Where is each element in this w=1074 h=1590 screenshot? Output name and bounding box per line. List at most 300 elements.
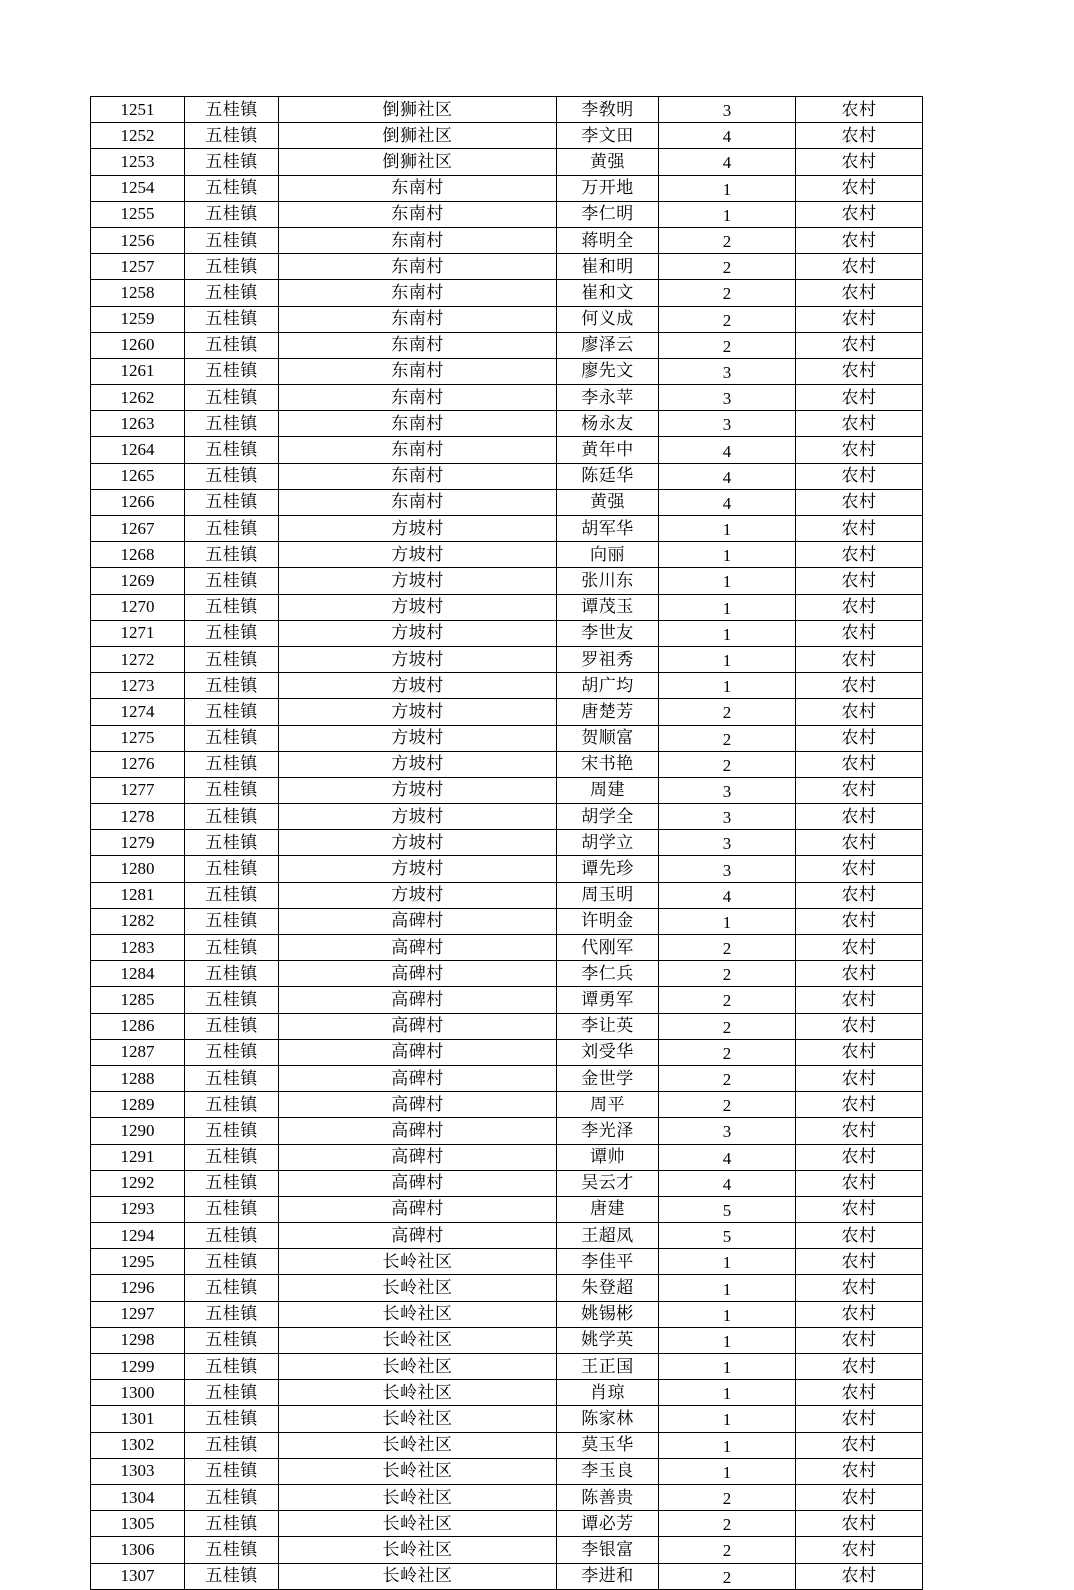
count-cell: 1 xyxy=(659,673,796,699)
type-cell: 农村 xyxy=(796,1249,923,1275)
village-cell: 方坡村 xyxy=(279,646,557,672)
table-row xyxy=(91,568,923,594)
table-row xyxy=(91,594,923,620)
table-row xyxy=(91,1537,923,1563)
table-row xyxy=(91,1432,923,1458)
type-cell: 农村 xyxy=(796,411,923,437)
count-cell: 2 xyxy=(659,987,796,1013)
town-cell: 五桂镇 xyxy=(185,463,279,489)
name-cell: 谭必芳 xyxy=(557,1511,659,1537)
town-cell: 五桂镇 xyxy=(185,1380,279,1406)
count-cell: 2 xyxy=(659,699,796,725)
name-cell: 王正国 xyxy=(557,1354,659,1380)
count-cell: 1 xyxy=(659,1432,796,1458)
count-cell: 2 xyxy=(659,935,796,961)
table-row xyxy=(91,385,923,411)
count-cell: 3 xyxy=(659,777,796,803)
town-cell: 五桂镇 xyxy=(185,1196,279,1222)
village-cell: 长岭社区 xyxy=(279,1537,557,1563)
row-number-cell: 1267 xyxy=(91,516,185,542)
name-cell: 黄强 xyxy=(557,489,659,515)
town-cell: 五桂镇 xyxy=(185,673,279,699)
row-number-cell: 1252 xyxy=(91,123,185,149)
name-cell: 陈家林 xyxy=(557,1406,659,1432)
type-cell: 农村 xyxy=(796,1511,923,1537)
row-number-cell: 1256 xyxy=(91,227,185,253)
table-row xyxy=(91,1065,923,1091)
count-cell: 1 xyxy=(659,516,796,542)
town-cell: 五桂镇 xyxy=(185,882,279,908)
table-row xyxy=(91,646,923,672)
name-cell: 胡军华 xyxy=(557,516,659,542)
village-cell: 高碑村 xyxy=(279,987,557,1013)
name-cell: 黄强 xyxy=(557,149,659,175)
name-cell: 谭茂玉 xyxy=(557,594,659,620)
count-cell: 1 xyxy=(659,1354,796,1380)
village-cell: 方坡村 xyxy=(279,699,557,725)
type-cell: 农村 xyxy=(796,725,923,751)
village-cell: 倒狮社区 xyxy=(279,149,557,175)
type-cell: 农村 xyxy=(796,1275,923,1301)
table-row xyxy=(91,306,923,332)
table-row xyxy=(91,1327,923,1353)
town-cell: 五桂镇 xyxy=(185,1301,279,1327)
table-row xyxy=(91,332,923,358)
type-cell: 农村 xyxy=(796,1013,923,1039)
village-cell: 长岭社区 xyxy=(279,1354,557,1380)
row-number-cell: 1271 xyxy=(91,620,185,646)
village-cell: 高碑村 xyxy=(279,1118,557,1144)
town-cell: 五桂镇 xyxy=(185,699,279,725)
row-number-cell: 1273 xyxy=(91,673,185,699)
village-cell: 倒狮社区 xyxy=(279,123,557,149)
type-cell: 农村 xyxy=(796,1406,923,1432)
village-cell: 高碑村 xyxy=(279,1039,557,1065)
village-cell: 东南村 xyxy=(279,227,557,253)
count-cell: 2 xyxy=(659,1013,796,1039)
count-cell: 3 xyxy=(659,385,796,411)
row-number-cell: 1270 xyxy=(91,594,185,620)
table-row xyxy=(91,1380,923,1406)
row-number-cell: 1258 xyxy=(91,280,185,306)
row-number-cell: 1269 xyxy=(91,568,185,594)
table-row xyxy=(91,149,923,175)
village-cell: 高碑村 xyxy=(279,1223,557,1249)
table-row xyxy=(91,777,923,803)
row-number-cell: 1257 xyxy=(91,254,185,280)
town-cell: 五桂镇 xyxy=(185,1039,279,1065)
type-cell: 农村 xyxy=(796,1118,923,1144)
type-cell: 农村 xyxy=(796,1170,923,1196)
table-row xyxy=(91,673,923,699)
type-cell: 农村 xyxy=(796,908,923,934)
name-cell: 姚锡彬 xyxy=(557,1301,659,1327)
town-cell: 五桂镇 xyxy=(185,1013,279,1039)
count-cell: 4 xyxy=(659,1144,796,1170)
type-cell: 农村 xyxy=(796,1223,923,1249)
town-cell: 五桂镇 xyxy=(185,830,279,856)
village-cell: 东南村 xyxy=(279,489,557,515)
count-cell: 2 xyxy=(659,1511,796,1537)
type-cell: 农村 xyxy=(796,201,923,227)
name-cell: 唐建 xyxy=(557,1196,659,1222)
town-cell: 五桂镇 xyxy=(185,1354,279,1380)
town-cell: 五桂镇 xyxy=(185,411,279,437)
table-row xyxy=(91,437,923,463)
type-cell: 农村 xyxy=(796,777,923,803)
name-cell: 唐楚芳 xyxy=(557,699,659,725)
table-body xyxy=(91,97,923,1590)
town-cell: 五桂镇 xyxy=(185,1406,279,1432)
table-row xyxy=(91,1170,923,1196)
type-cell: 农村 xyxy=(796,358,923,384)
village-cell: 东南村 xyxy=(279,385,557,411)
row-number-cell: 1290 xyxy=(91,1118,185,1144)
table-row xyxy=(91,201,923,227)
type-cell: 农村 xyxy=(796,1196,923,1222)
table-row xyxy=(91,804,923,830)
row-number-cell: 1272 xyxy=(91,646,185,672)
type-cell: 农村 xyxy=(796,830,923,856)
village-cell: 长岭社区 xyxy=(279,1406,557,1432)
name-cell: 周玉明 xyxy=(557,882,659,908)
table-row xyxy=(91,1511,923,1537)
row-number-cell: 1294 xyxy=(91,1223,185,1249)
row-number-cell: 1289 xyxy=(91,1092,185,1118)
row-number-cell: 1279 xyxy=(91,830,185,856)
count-cell: 1 xyxy=(659,1406,796,1432)
row-number-cell: 1282 xyxy=(91,908,185,934)
name-cell: 万开地 xyxy=(557,175,659,201)
count-cell: 2 xyxy=(659,254,796,280)
count-cell: 2 xyxy=(659,1563,796,1589)
type-cell: 农村 xyxy=(796,1092,923,1118)
name-cell: 莫玉华 xyxy=(557,1432,659,1458)
count-cell: 1 xyxy=(659,908,796,934)
village-cell: 东南村 xyxy=(279,463,557,489)
village-cell: 东南村 xyxy=(279,280,557,306)
type-cell: 农村 xyxy=(796,856,923,882)
row-number-cell: 1280 xyxy=(91,856,185,882)
count-cell: 5 xyxy=(659,1223,796,1249)
village-cell: 方坡村 xyxy=(279,777,557,803)
table-row xyxy=(91,908,923,934)
row-number-cell: 1288 xyxy=(91,1065,185,1091)
village-cell: 方坡村 xyxy=(279,620,557,646)
name-cell: 胡学全 xyxy=(557,804,659,830)
row-number-cell: 1296 xyxy=(91,1275,185,1301)
town-cell: 五桂镇 xyxy=(185,227,279,253)
town-cell: 五桂镇 xyxy=(185,280,279,306)
name-cell: 谭先珍 xyxy=(557,856,659,882)
name-cell: 刘受华 xyxy=(557,1039,659,1065)
town-cell: 五桂镇 xyxy=(185,804,279,830)
row-number-cell: 1276 xyxy=(91,751,185,777)
row-number-cell: 1299 xyxy=(91,1354,185,1380)
town-cell: 五桂镇 xyxy=(185,1092,279,1118)
name-cell: 李仁兵 xyxy=(557,961,659,987)
town-cell: 五桂镇 xyxy=(185,725,279,751)
town-cell: 五桂镇 xyxy=(185,97,279,123)
type-cell: 农村 xyxy=(796,1380,923,1406)
village-cell: 长岭社区 xyxy=(279,1432,557,1458)
row-number-cell: 1254 xyxy=(91,175,185,201)
name-cell: 李玉良 xyxy=(557,1458,659,1484)
village-cell: 高碑村 xyxy=(279,1013,557,1039)
count-cell: 1 xyxy=(659,175,796,201)
table-row xyxy=(91,463,923,489)
village-cell: 方坡村 xyxy=(279,594,557,620)
type-cell: 农村 xyxy=(796,751,923,777)
name-cell: 李敎明 xyxy=(557,97,659,123)
type-cell: 农村 xyxy=(796,123,923,149)
row-number-cell: 1251 xyxy=(91,97,185,123)
type-cell: 农村 xyxy=(796,804,923,830)
village-cell: 方坡村 xyxy=(279,856,557,882)
type-cell: 农村 xyxy=(796,175,923,201)
type-cell: 农村 xyxy=(796,332,923,358)
table-row xyxy=(91,830,923,856)
town-cell: 五桂镇 xyxy=(185,201,279,227)
type-cell: 农村 xyxy=(796,306,923,332)
name-cell: 代刚军 xyxy=(557,935,659,961)
table-row xyxy=(91,358,923,384)
name-cell: 吴云才 xyxy=(557,1170,659,1196)
count-cell: 4 xyxy=(659,489,796,515)
table-row xyxy=(91,935,923,961)
table-row xyxy=(91,1118,923,1144)
row-number-cell: 1306 xyxy=(91,1537,185,1563)
town-cell: 五桂镇 xyxy=(185,856,279,882)
type-cell: 农村 xyxy=(796,1144,923,1170)
village-cell: 方坡村 xyxy=(279,542,557,568)
type-cell: 农村 xyxy=(796,1065,923,1091)
town-cell: 五桂镇 xyxy=(185,358,279,384)
row-number-cell: 1266 xyxy=(91,489,185,515)
name-cell: 杨永友 xyxy=(557,411,659,437)
name-cell: 许明金 xyxy=(557,908,659,934)
table-row xyxy=(91,1275,923,1301)
name-cell: 李世友 xyxy=(557,620,659,646)
village-cell: 高碑村 xyxy=(279,1065,557,1091)
count-cell: 1 xyxy=(659,620,796,646)
count-cell: 3 xyxy=(659,804,796,830)
town-cell: 五桂镇 xyxy=(185,1144,279,1170)
name-cell: 李仁明 xyxy=(557,201,659,227)
count-cell: 4 xyxy=(659,123,796,149)
town-cell: 五桂镇 xyxy=(185,306,279,332)
row-number-cell: 1300 xyxy=(91,1380,185,1406)
town-cell: 五桂镇 xyxy=(185,516,279,542)
town-cell: 五桂镇 xyxy=(185,777,279,803)
type-cell: 农村 xyxy=(796,1301,923,1327)
count-cell: 2 xyxy=(659,280,796,306)
name-cell: 廖先文 xyxy=(557,358,659,384)
town-cell: 五桂镇 xyxy=(185,620,279,646)
type-cell: 农村 xyxy=(796,516,923,542)
village-cell: 方坡村 xyxy=(279,725,557,751)
town-cell: 五桂镇 xyxy=(185,646,279,672)
table-row xyxy=(91,280,923,306)
table-row xyxy=(91,1092,923,1118)
type-cell: 农村 xyxy=(796,935,923,961)
count-cell: 3 xyxy=(659,358,796,384)
type-cell: 农村 xyxy=(796,1327,923,1353)
type-cell: 农村 xyxy=(796,620,923,646)
town-cell: 五桂镇 xyxy=(185,1249,279,1275)
village-cell: 高碑村 xyxy=(279,961,557,987)
table-row xyxy=(91,1563,923,1589)
type-cell: 农村 xyxy=(796,673,923,699)
type-cell: 农村 xyxy=(796,1432,923,1458)
village-cell: 方坡村 xyxy=(279,804,557,830)
count-cell: 2 xyxy=(659,227,796,253)
village-cell: 高碑村 xyxy=(279,935,557,961)
type-cell: 农村 xyxy=(796,463,923,489)
count-cell: 4 xyxy=(659,1170,796,1196)
town-cell: 五桂镇 xyxy=(185,1484,279,1510)
name-cell: 陈善贵 xyxy=(557,1484,659,1510)
town-cell: 五桂镇 xyxy=(185,1223,279,1249)
count-cell: 2 xyxy=(659,1092,796,1118)
name-cell: 李进和 xyxy=(557,1563,659,1589)
type-cell: 农村 xyxy=(796,437,923,463)
name-cell: 金世学 xyxy=(557,1065,659,1091)
town-cell: 五桂镇 xyxy=(185,908,279,934)
name-cell: 何义成 xyxy=(557,306,659,332)
table-row xyxy=(91,1144,923,1170)
type-cell: 农村 xyxy=(796,646,923,672)
table-row xyxy=(91,1301,923,1327)
village-cell: 长岭社区 xyxy=(279,1511,557,1537)
table-row xyxy=(91,1484,923,1510)
name-cell: 罗祖秀 xyxy=(557,646,659,672)
name-cell: 李永苹 xyxy=(557,385,659,411)
table-row xyxy=(91,254,923,280)
name-cell: 王超凤 xyxy=(557,1223,659,1249)
name-cell: 崔和明 xyxy=(557,254,659,280)
row-number-cell: 1278 xyxy=(91,804,185,830)
table-row xyxy=(91,882,923,908)
village-cell: 长岭社区 xyxy=(279,1458,557,1484)
town-cell: 五桂镇 xyxy=(185,175,279,201)
town-cell: 五桂镇 xyxy=(185,594,279,620)
type-cell: 农村 xyxy=(796,882,923,908)
name-cell: 黄年中 xyxy=(557,437,659,463)
count-cell: 1 xyxy=(659,646,796,672)
village-cell: 高碑村 xyxy=(279,1196,557,1222)
table-row xyxy=(91,699,923,725)
village-cell: 东南村 xyxy=(279,332,557,358)
village-cell: 长岭社区 xyxy=(279,1275,557,1301)
name-cell: 李银富 xyxy=(557,1537,659,1563)
table-row xyxy=(91,1406,923,1432)
town-cell: 五桂镇 xyxy=(185,1065,279,1091)
village-cell: 长岭社区 xyxy=(279,1327,557,1353)
table-row xyxy=(91,1013,923,1039)
town-cell: 五桂镇 xyxy=(185,1563,279,1589)
row-number-cell: 1298 xyxy=(91,1327,185,1353)
name-cell: 周建 xyxy=(557,777,659,803)
table-row xyxy=(91,411,923,437)
count-cell: 2 xyxy=(659,961,796,987)
village-cell: 东南村 xyxy=(279,411,557,437)
type-cell: 农村 xyxy=(796,254,923,280)
town-cell: 五桂镇 xyxy=(185,489,279,515)
row-number-cell: 1286 xyxy=(91,1013,185,1039)
count-cell: 1 xyxy=(659,542,796,568)
count-cell: 1 xyxy=(659,1458,796,1484)
count-cell: 3 xyxy=(659,856,796,882)
row-number-cell: 1259 xyxy=(91,306,185,332)
table-row xyxy=(91,987,923,1013)
row-number-cell: 1284 xyxy=(91,961,185,987)
row-number-cell: 1253 xyxy=(91,149,185,175)
row-number-cell: 1302 xyxy=(91,1432,185,1458)
village-cell: 高碑村 xyxy=(279,1144,557,1170)
village-cell: 长岭社区 xyxy=(279,1380,557,1406)
village-cell: 方坡村 xyxy=(279,516,557,542)
row-number-cell: 1307 xyxy=(91,1563,185,1589)
village-cell: 方坡村 xyxy=(279,882,557,908)
row-number-cell: 1281 xyxy=(91,882,185,908)
name-cell: 李文田 xyxy=(557,123,659,149)
town-cell: 五桂镇 xyxy=(185,149,279,175)
town-cell: 五桂镇 xyxy=(185,254,279,280)
count-cell: 1 xyxy=(659,1275,796,1301)
town-cell: 五桂镇 xyxy=(185,935,279,961)
name-cell: 张川东 xyxy=(557,568,659,594)
type-cell: 农村 xyxy=(796,1458,923,1484)
name-cell: 朱登超 xyxy=(557,1275,659,1301)
row-number-cell: 1261 xyxy=(91,358,185,384)
type-cell: 农村 xyxy=(796,987,923,1013)
village-cell: 长岭社区 xyxy=(279,1484,557,1510)
count-cell: 1 xyxy=(659,1380,796,1406)
name-cell: 谭勇军 xyxy=(557,987,659,1013)
table-row xyxy=(91,751,923,777)
count-cell: 3 xyxy=(659,411,796,437)
table-row xyxy=(91,1223,923,1249)
row-number-cell: 1295 xyxy=(91,1249,185,1275)
table-row xyxy=(91,1196,923,1222)
type-cell: 农村 xyxy=(796,699,923,725)
town-cell: 五桂镇 xyxy=(185,751,279,777)
name-cell: 胡广均 xyxy=(557,673,659,699)
village-cell: 长岭社区 xyxy=(279,1249,557,1275)
count-cell: 1 xyxy=(659,594,796,620)
village-cell: 方坡村 xyxy=(279,751,557,777)
row-number-cell: 1274 xyxy=(91,699,185,725)
name-cell: 周平 xyxy=(557,1092,659,1118)
village-cell: 高碑村 xyxy=(279,908,557,934)
type-cell: 农村 xyxy=(796,1537,923,1563)
row-number-cell: 1292 xyxy=(91,1170,185,1196)
count-cell: 2 xyxy=(659,1484,796,1510)
village-cell: 方坡村 xyxy=(279,568,557,594)
row-number-cell: 1287 xyxy=(91,1039,185,1065)
village-cell: 长岭社区 xyxy=(279,1301,557,1327)
row-number-cell: 1268 xyxy=(91,542,185,568)
type-cell: 农村 xyxy=(796,280,923,306)
count-cell: 4 xyxy=(659,882,796,908)
name-cell: 谭帅 xyxy=(557,1144,659,1170)
count-cell: 3 xyxy=(659,97,796,123)
village-cell: 长岭社区 xyxy=(279,1563,557,1589)
name-cell: 李光泽 xyxy=(557,1118,659,1144)
count-cell: 2 xyxy=(659,751,796,777)
village-cell: 东南村 xyxy=(279,175,557,201)
